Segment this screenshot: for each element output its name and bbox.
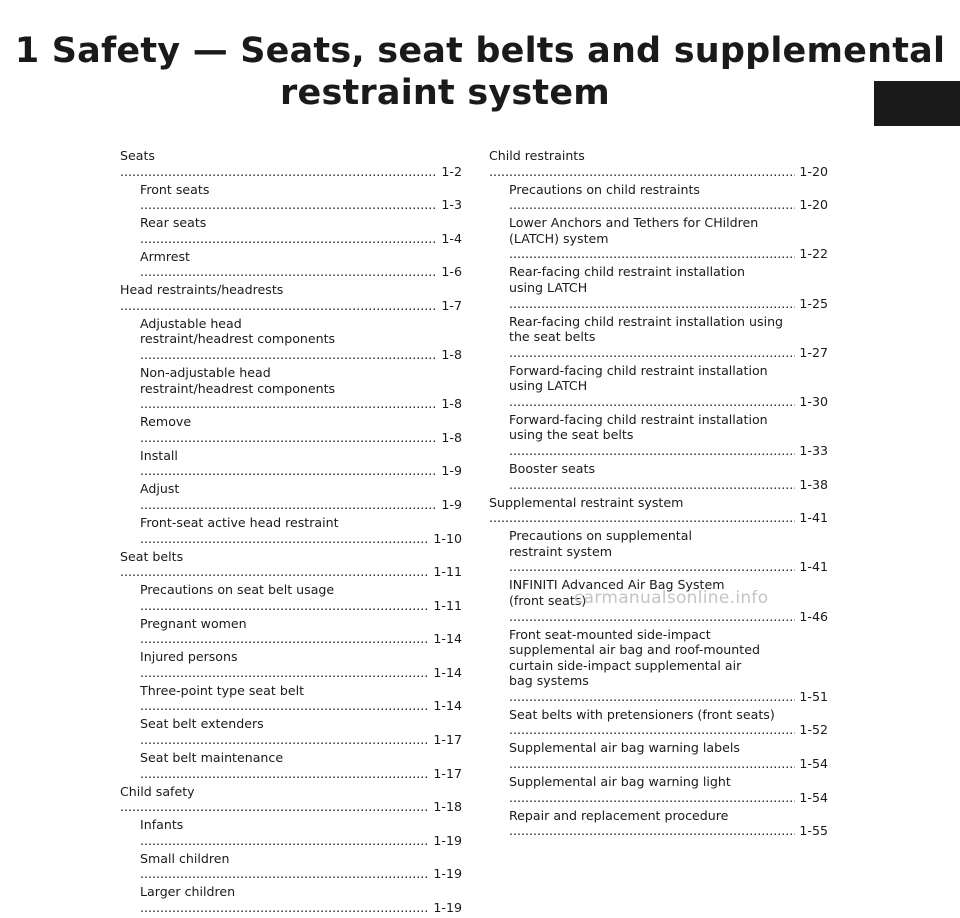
toc-entry-label-line: INFINITI Advanced Air Bag System <box>509 577 725 593</box>
toc-entry-page: 1-25 <box>799 295 828 311</box>
toc-entry-label <box>140 683 429 714</box>
toc-entry-label-line: Forward-facing child restraint installation <box>509 411 768 427</box>
toc-entry-label <box>120 549 429 580</box>
toc-entry-label <box>140 515 429 546</box>
toc-entry-page: 1-7 <box>441 297 462 313</box>
toc-entry-page: 1-41 <box>799 510 828 526</box>
toc-entry-label <box>509 707 795 738</box>
toc-entry-page: 1-18 <box>433 799 462 815</box>
toc-entry[interactable] <box>120 148 462 179</box>
toc-entry-page: 1-6 <box>441 264 462 280</box>
toc-entry-label <box>140 649 429 680</box>
toc-left-column <box>120 148 462 918</box>
toc-entry[interactable] <box>120 481 462 512</box>
toc-entry-page: 1-19 <box>433 899 462 915</box>
toc-entry-label <box>140 365 437 412</box>
toc-entry-label-line: bag systems <box>509 673 589 689</box>
toc-entry-label-text: Install <box>140 447 178 463</box>
toc-entry-page: 1-54 <box>799 789 828 805</box>
toc-entry-label-text: Injured persons <box>140 649 238 665</box>
toc-entry-label <box>140 616 429 647</box>
toc-entry-page: 1-27 <box>799 344 828 360</box>
toc-entry-page: 1-8 <box>441 396 462 412</box>
toc-entry-label <box>509 412 795 459</box>
toc-entry-page: 1-52 <box>799 722 828 738</box>
toc-entry-label-text: Precautions on seat belt usage <box>140 582 335 598</box>
toc-entry[interactable] <box>489 363 828 410</box>
toc-entry-page: 1-3 <box>441 197 462 213</box>
toc-entry[interactable] <box>120 750 462 781</box>
toc-entry-label-line: supplemental air bag and roof-mounted <box>509 642 760 658</box>
toc-entry[interactable] <box>120 448 462 479</box>
toc-entry-label-text: Head restraints/headrests <box>120 282 284 298</box>
toc-entry-page: 1-9 <box>441 463 462 479</box>
toc-entry-label-line: Non-adjustable head <box>140 365 271 381</box>
toc-entry-label-text: Supplemental air bag warning labels <box>509 740 740 756</box>
toc-entry[interactable] <box>120 582 462 613</box>
toc-entry-page: 1-8 <box>441 429 462 445</box>
toc-entry[interactable] <box>120 316 462 363</box>
toc-entry-label <box>140 884 429 915</box>
toc-entry[interactable] <box>120 515 462 546</box>
toc-entry-label <box>509 740 795 771</box>
toc-entry-page: 1-14 <box>433 631 462 647</box>
toc-entry-page: 1-51 <box>799 688 828 704</box>
toc-entry-label-text: Precautions on child restraints <box>509 181 700 197</box>
toc-entry-label-line: Precautions on supplemental <box>509 528 692 544</box>
toc-entry-label-line: restraint/headrest components <box>140 380 336 396</box>
toc-entry-label-line: (front seats) <box>509 592 587 608</box>
chapter-title-line1: 1 Safety — Seats, seat belts and supplemental <box>14 31 946 71</box>
toc-entry[interactable] <box>489 495 828 526</box>
toc-entry-label-text: Repair and replacement procedure <box>509 807 729 823</box>
toc-entry[interactable] <box>489 627 828 705</box>
toc-entry-label <box>140 481 437 512</box>
toc-entry-label <box>140 249 437 280</box>
toc-entry-page: 1-46 <box>799 608 828 624</box>
toc-entry[interactable] <box>489 461 828 492</box>
chapter-title <box>0 30 960 114</box>
toc-entry-page: 1-4 <box>441 230 462 246</box>
toc-entry[interactable] <box>489 740 828 771</box>
toc-entry-label-text: Rear seats <box>140 215 207 231</box>
toc-entry[interactable] <box>489 314 828 361</box>
toc-entry-label <box>140 448 437 479</box>
watermark: carmanualsonline.info <box>574 588 769 608</box>
toc-entry[interactable] <box>120 851 462 882</box>
toc-entry-label <box>489 148 795 179</box>
toc-entry-page: 1-20 <box>799 197 828 213</box>
chapter-title-line2: restraint system <box>280 73 610 113</box>
toc-entry-label-line: Rear-facing child restraint installation <box>509 264 746 280</box>
toc-entry[interactable] <box>120 282 462 313</box>
toc-entry-label-line: Rear-facing child restraint installation using <box>509 313 784 329</box>
toc-entry[interactable] <box>120 784 462 815</box>
toc-entry-label-line: Lower Anchors and Tethers for CHildren <box>509 215 759 231</box>
toc-entry[interactable] <box>120 365 462 412</box>
toc-entry-label <box>140 182 437 213</box>
toc-entry-page: 1-41 <box>799 559 828 575</box>
toc-entry[interactable] <box>120 182 462 213</box>
toc-entry-label-text: Armrest <box>140 248 190 264</box>
toc-entry-label-line: Front seat-mounted side-impact <box>509 626 711 642</box>
toc-entry-label <box>140 414 437 445</box>
toc-entry-label-text: Child safety <box>120 783 195 799</box>
toc-entry[interactable] <box>489 528 828 575</box>
toc-entry-label <box>509 264 795 311</box>
toc-entry-label <box>509 627 795 705</box>
toc-entry-page: 1-19 <box>433 832 462 848</box>
toc-entry-page: 1-17 <box>433 765 462 781</box>
toc-entry-label-text: Front-seat active head restraint <box>140 514 339 530</box>
toc-entry[interactable] <box>120 683 462 714</box>
toc-entry-label-text: Supplemental restraint system <box>489 494 684 510</box>
toc-entry[interactable] <box>489 412 828 459</box>
toc-entry[interactable] <box>120 817 462 848</box>
toc-entry-page: 1-19 <box>433 866 462 882</box>
toc-entry-label-text: Booster seats <box>509 461 596 477</box>
toc-entry-page: 1-55 <box>799 823 828 839</box>
toc-entry-page: 1-11 <box>433 564 462 580</box>
toc-entry-label-text: Three-point type seat belt <box>140 682 305 698</box>
toc-entry-label <box>509 528 795 575</box>
toc-entry-label-line: restraint/headrest components <box>140 331 336 347</box>
toc-entry-label <box>140 851 429 882</box>
toc-entry-label-line: Adjustable head <box>140 315 242 331</box>
toc-entry-label-text: Infants <box>140 817 184 833</box>
toc-entry-label-text: Adjust <box>140 481 180 497</box>
toc-entry-page: 1-11 <box>433 597 462 613</box>
toc-entry-page: 1-38 <box>799 476 828 492</box>
toc-right-column <box>489 148 828 841</box>
toc-entry-label <box>140 316 437 363</box>
toc-entry[interactable] <box>120 215 462 246</box>
toc-entry-label <box>140 817 429 848</box>
toc-entry-label-text: Remove <box>140 414 192 430</box>
toc-entry-page: 1-14 <box>433 698 462 714</box>
toc-entry-label <box>120 282 437 313</box>
toc-entry-label-line: restraint system <box>509 543 612 559</box>
toc-entry-page: 1-30 <box>799 393 828 409</box>
toc-entry-label-text: Larger children <box>140 884 236 900</box>
toc-entry-label-line: using LATCH <box>509 279 588 295</box>
toc-entry-label <box>509 808 795 839</box>
toc-entry-label-line: curtain side-impact supplemental air <box>509 657 742 673</box>
toc-entry-label-text: Seats <box>120 148 155 163</box>
toc-entry-label <box>140 750 429 781</box>
toc-entry-label <box>509 461 795 492</box>
toc-entry-page: 1-54 <box>799 756 828 772</box>
toc-entry-label-text: Pregnant women <box>140 615 247 631</box>
toc-entry-label-line: using LATCH <box>509 378 588 394</box>
toc-entry[interactable] <box>120 649 462 680</box>
toc-entry-label-line: Forward-facing child restraint installation <box>509 362 768 378</box>
toc-entry[interactable] <box>489 182 828 213</box>
toc-entry-label-text: Front seats <box>140 181 210 197</box>
toc-entry-label <box>120 148 437 179</box>
toc-entry-label-text: Seat belts with pretensioners (front seats) <box>509 706 775 722</box>
toc-entry[interactable] <box>489 215 828 262</box>
toc-entry-label <box>120 784 429 815</box>
toc-entry-page: 1-2 <box>441 163 462 179</box>
toc-entry-label <box>140 582 429 613</box>
toc-entry[interactable] <box>120 716 462 747</box>
toc-entry-label-text: Seat belt maintenance <box>140 750 284 766</box>
toc-entry-page: 1-10 <box>433 530 462 546</box>
toc-entry-label-text: Seat belts <box>120 548 184 564</box>
toc-entry-label-line: using the seat belts <box>509 427 634 443</box>
toc-entry-page: 1-14 <box>433 664 462 680</box>
toc-entry-page: 1-20 <box>799 163 828 179</box>
toc-entry[interactable] <box>489 148 828 179</box>
toc-entry-label-text: Small children <box>140 850 230 866</box>
toc-entry-page: 1-22 <box>799 246 828 262</box>
toc-entry-label <box>140 716 429 747</box>
toc-entry-page: 1-9 <box>441 496 462 512</box>
toc-entry-label <box>509 182 795 213</box>
toc-entry-label <box>489 495 795 526</box>
toc-entry-label <box>509 363 795 410</box>
toc-entry[interactable] <box>120 549 462 580</box>
toc-entry-label <box>140 215 437 246</box>
toc-entry[interactable] <box>120 414 462 445</box>
toc-entry[interactable] <box>120 249 462 280</box>
toc-entry-label <box>509 215 795 262</box>
toc-entry-label-text: Seat belt extenders <box>140 716 264 732</box>
toc-entry[interactable] <box>489 808 828 839</box>
toc-entry[interactable] <box>120 884 462 915</box>
toc-entry-label-text: Child restraints <box>489 148 585 163</box>
toc-entry-page: 1-33 <box>799 443 828 459</box>
toc-entry[interactable] <box>489 774 828 805</box>
toc-entry-page: 1-8 <box>441 347 462 363</box>
toc-entry[interactable] <box>489 707 828 738</box>
toc-entry-label-line: (LATCH) system <box>509 230 609 246</box>
toc-entry[interactable] <box>489 264 828 311</box>
toc-entry[interactable] <box>120 616 462 647</box>
toc-entry-label-line: the seat belts <box>509 329 596 345</box>
toc-entry-label-text: Supplemental air bag warning light <box>509 774 731 790</box>
toc-entry-label <box>509 314 795 361</box>
chapter-thumb-tab <box>874 81 960 126</box>
toc-entry-page: 1-17 <box>433 732 462 748</box>
toc-entry-label <box>509 774 795 805</box>
